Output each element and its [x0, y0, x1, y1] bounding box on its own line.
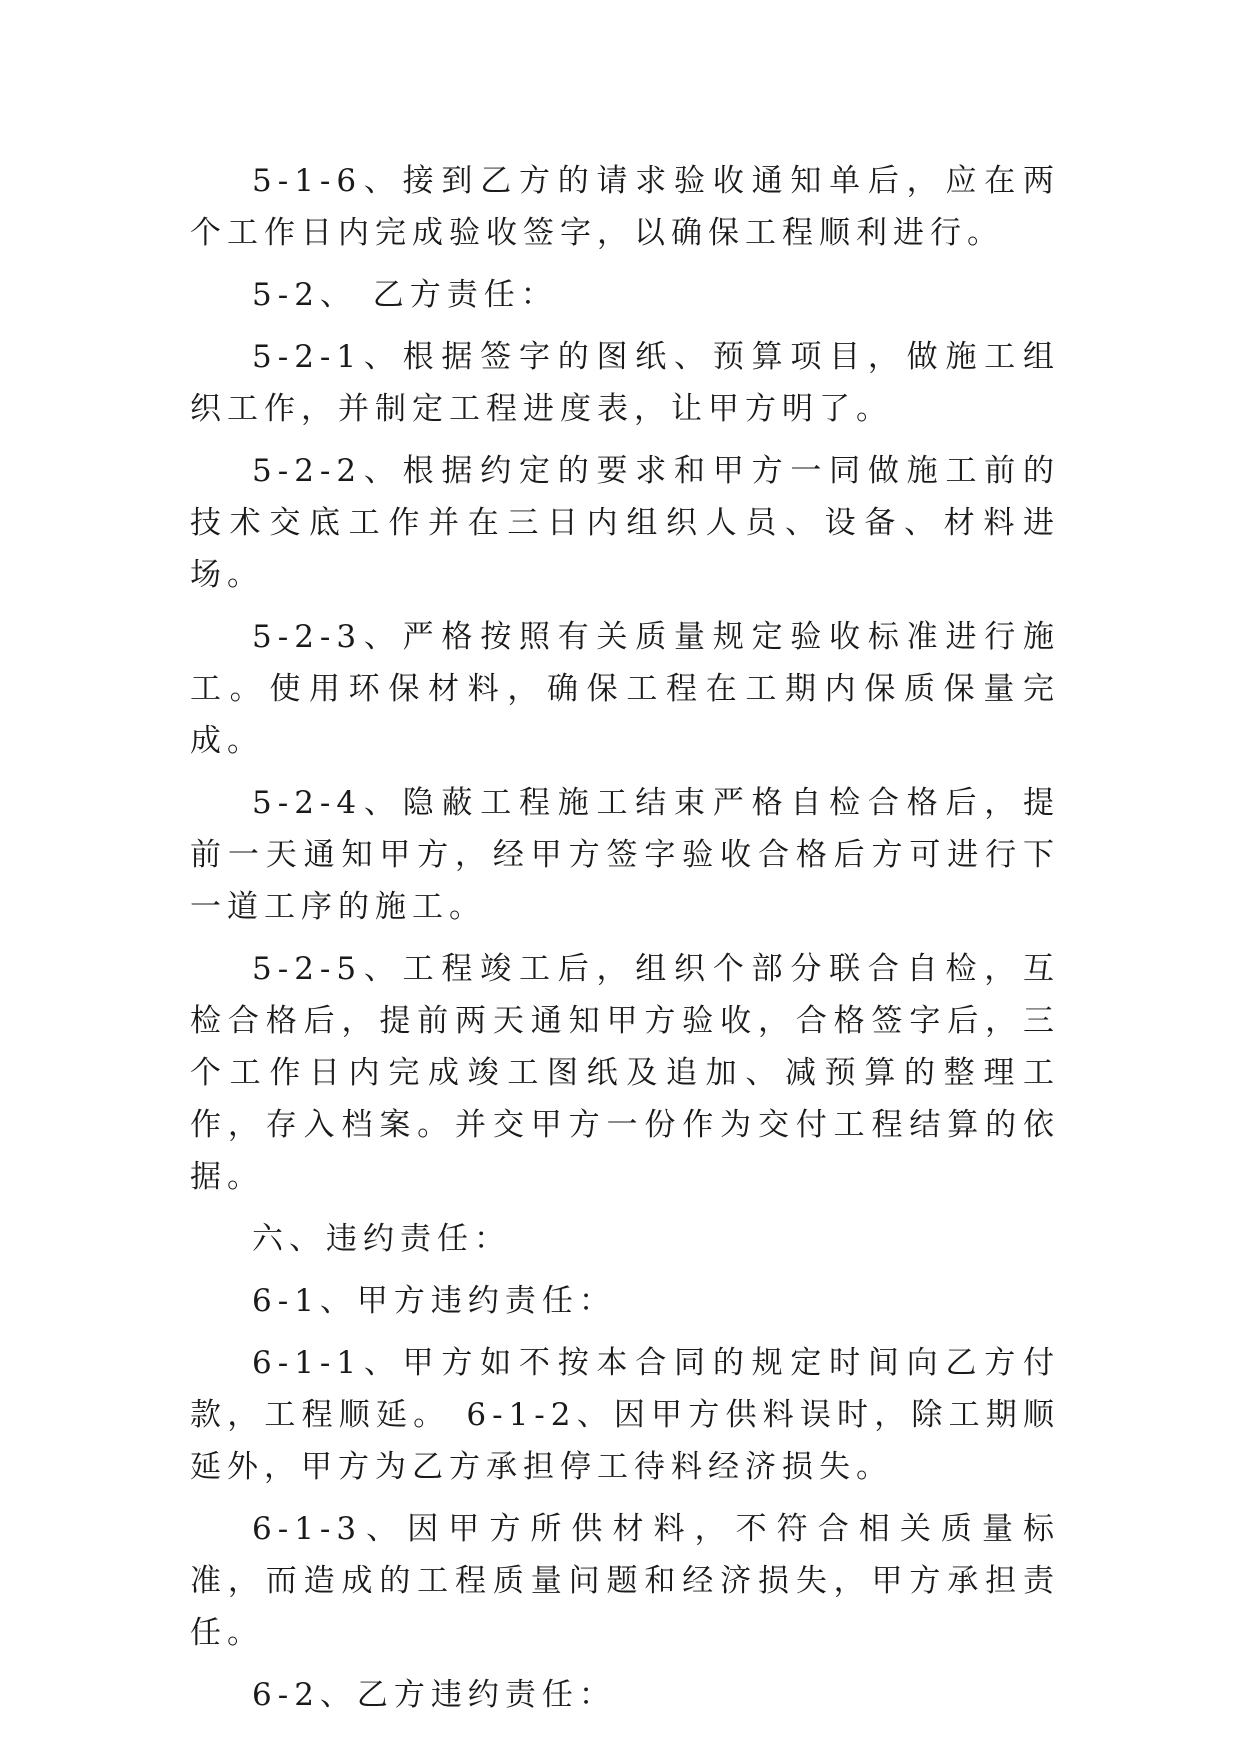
heading-6-1: 6-1、甲方违约责任： [252, 1283, 616, 1319]
clause-5-2-3: 5-2-3、严格按照有关质量规定验收标准进行施工。使用环保材料，确保工程在工期内保质保量完成。 [190, 619, 1060, 759]
clause-5-2-4: 5-2-4、隐蔽工程施工结束严格自检合格后，提前一天通知甲方，经甲方签字验收合格后方可进行下一道工序的施工。 [190, 785, 1060, 925]
heading-5-2: 5-2、 乙方责任： [252, 277, 558, 313]
clause-6-1-1: 6-1-1、甲方如不按本合同的规定时间向乙方付款，工程顺延。 6-1-2、因甲方供料误时，除工期顺延外，甲方为乙方承担停工待料经济损失。 [190, 1345, 1060, 1485]
section-6-heading: 六、违约责任： [252, 1221, 511, 1257]
clause-5-1-6: 5-1-6、接到乙方的请求验收通知单后，应在两个工作日内完成验收签字，以确保工程顺利进行。 [190, 163, 1060, 251]
clause-5-2-5: 5-2-5、工程竣工后，组织个部分联合自检，互检合格后，提前两天通知甲方验收，合格签字后，三个工作日内完成竣工图纸及追加、减预算的整理工作，存入档案。并交甲方一份作为交付工程结算的依据。 [190, 951, 1060, 1195]
clause-5-2-2: 5-2-2、根据约定的要求和甲方一同做施工前的技术交底工作并在三日内组织人员、设备、材料进场。 [190, 453, 1060, 593]
document-body [190, 155, 1060, 1731]
clause-6-1-3: 6-1-3、因甲方所供材料，不符合相关质量标准，而造成的工程质量问题和经济损失，甲方承担责任。 [190, 1511, 1060, 1651]
heading-6-2: 6-2、乙方违约责任： [252, 1677, 616, 1713]
clause-5-2-1: 5-2-1、根据签字的图纸、预算项目，做施工组织工作，并制定工程进度表，让甲方明了。 [190, 339, 1060, 427]
